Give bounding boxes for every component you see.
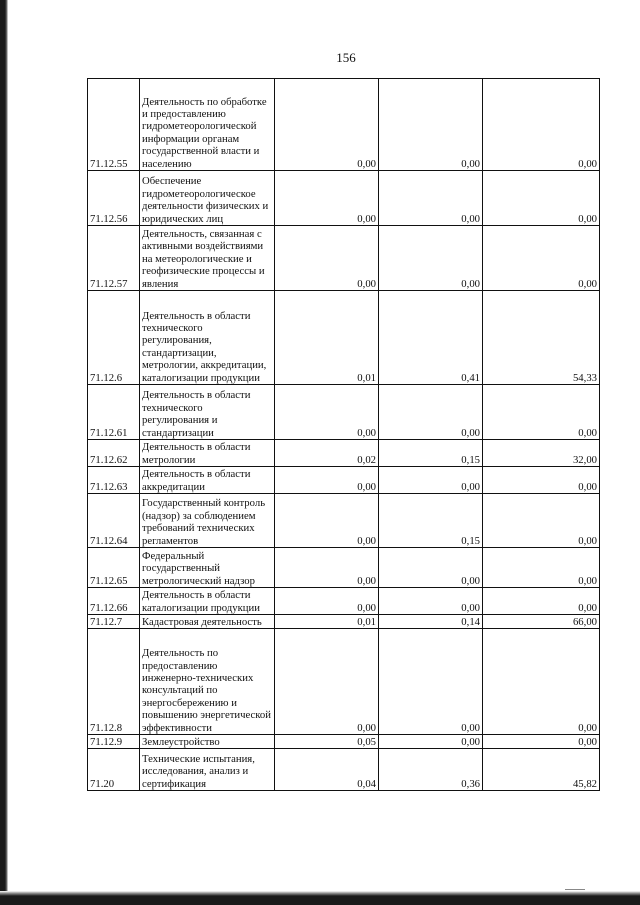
- row-code: 71.12.55: [88, 79, 140, 171]
- row-name: Государственный контроль (надзор) за соблюдением требований технических регламентов: [140, 494, 275, 548]
- row-name: Деятельность по обработке и предоставлению гидрометеорологической информации органам государственной власти и населению: [140, 79, 275, 171]
- row-value-3: 0,00: [483, 79, 600, 171]
- row-name: Деятельность в области технического регулирования и стандартизации: [140, 385, 275, 440]
- row-value-2: 0,41: [379, 291, 483, 385]
- row-value-1: 0,00: [275, 226, 379, 291]
- row-code: 71.12.64: [88, 494, 140, 548]
- row-code: 71.12.7: [88, 615, 140, 629]
- row-name: Кадастровая деятельность: [140, 615, 275, 629]
- row-value-2: 0,00: [379, 385, 483, 440]
- row-value-3: 0,00: [483, 171, 600, 226]
- table-row: [88, 548, 600, 588]
- row-value-2: 0,15: [379, 494, 483, 548]
- row-name: Технические испытания, исследования, анализ и сертификация: [140, 749, 275, 791]
- row-value-1: 0,00: [275, 548, 379, 588]
- table-row: [88, 79, 600, 171]
- row-value-3: 0,00: [483, 629, 600, 735]
- table-row: [88, 629, 600, 735]
- row-value-3: 0,00: [483, 548, 600, 588]
- row-value-1: 0,00: [275, 171, 379, 226]
- row-value-1: 0,02: [275, 440, 379, 467]
- table-row: [88, 171, 600, 226]
- row-value-3: 54,33: [483, 291, 600, 385]
- row-name: Деятельность, связанная с активными воздействиями на метеорологические и геофизические процессы и явления: [140, 226, 275, 291]
- row-value-2: 0,15: [379, 440, 483, 467]
- row-value-3: 32,00: [483, 440, 600, 467]
- row-value-1: 0,00: [275, 385, 379, 440]
- row-name: Обеспечение гидрометеорологическое деятельности физических и юридических лиц: [140, 171, 275, 226]
- row-value-3: 66,00: [483, 615, 600, 629]
- row-code: 71.12.61: [88, 385, 140, 440]
- row-code: 71.12.9: [88, 735, 140, 749]
- row-name: Деятельность в области метрологии: [140, 440, 275, 467]
- activity-table: [87, 78, 600, 791]
- row-value-3: 0,00: [483, 494, 600, 548]
- row-code: 71.12.6: [88, 291, 140, 385]
- row-code: 71.12.63: [88, 467, 140, 494]
- row-code: 71.12.57: [88, 226, 140, 291]
- table-row: [88, 467, 600, 494]
- row-value-1: 0,00: [275, 79, 379, 171]
- table-row: [88, 615, 600, 629]
- row-value-1: 0,04: [275, 749, 379, 791]
- page-number: 156: [336, 50, 356, 65]
- table-row: [88, 440, 600, 467]
- row-value-2: 0,00: [379, 171, 483, 226]
- table-row: [88, 226, 600, 291]
- table-row: [88, 749, 600, 791]
- row-name: Федеральный государственный метрологический надзор: [140, 548, 275, 588]
- row-code: 71.12.8: [88, 629, 140, 735]
- row-code: 71.20: [88, 749, 140, 791]
- row-code: 71.12.65: [88, 548, 140, 588]
- row-name: Землеустройство: [140, 735, 275, 749]
- row-code: 71.12.56: [88, 171, 140, 226]
- row-value-2: 0,36: [379, 749, 483, 791]
- row-value-2: 0,00: [379, 588, 483, 615]
- row-value-3: 0,00: [483, 467, 600, 494]
- table-row: [88, 385, 600, 440]
- scan-left-edge: [0, 0, 8, 905]
- row-value-3: 0,00: [483, 735, 600, 749]
- row-value-2: 0,00: [379, 629, 483, 735]
- row-value-2: 0,00: [379, 467, 483, 494]
- scan-artifact: [565, 889, 585, 890]
- row-name: Деятельность в области аккредитации: [140, 467, 275, 494]
- row-name: Деятельность в области каталогизации продукции: [140, 588, 275, 615]
- row-value-1: 0,00: [275, 494, 379, 548]
- row-name: Деятельность по предоставлению инженерно-технических консультаций по энергосбережению и повышению энергетической эффективности: [140, 629, 275, 735]
- row-value-3: 0,00: [483, 588, 600, 615]
- row-value-2: 0,00: [379, 79, 483, 171]
- scan-bottom-edge: [0, 891, 640, 905]
- row-value-2: 0,00: [379, 226, 483, 291]
- table-row: [88, 494, 600, 548]
- row-code: 71.12.66: [88, 588, 140, 615]
- row-value-1: 0,00: [275, 588, 379, 615]
- activity-table-body: [88, 79, 600, 791]
- row-value-2: 0,14: [379, 615, 483, 629]
- row-value-1: 0,00: [275, 467, 379, 494]
- row-value-2: 0,00: [379, 548, 483, 588]
- row-value-3: 0,00: [483, 226, 600, 291]
- row-value-1: 0,00: [275, 629, 379, 735]
- table-row: [88, 291, 600, 385]
- table-row: [88, 735, 600, 749]
- row-value-3: 0,00: [483, 385, 600, 440]
- row-code: 71.12.62: [88, 440, 140, 467]
- row-value-1: 0,01: [275, 615, 379, 629]
- row-value-1: 0,01: [275, 291, 379, 385]
- table-row: [88, 588, 600, 615]
- row-value-2: 0,00: [379, 735, 483, 749]
- row-name: Деятельность в области технического регулирования, стандартизации, метрологии, аккредитации, каталогизации продукции: [140, 291, 275, 385]
- row-value-1: 0,05: [275, 735, 379, 749]
- row-value-3: 45,82: [483, 749, 600, 791]
